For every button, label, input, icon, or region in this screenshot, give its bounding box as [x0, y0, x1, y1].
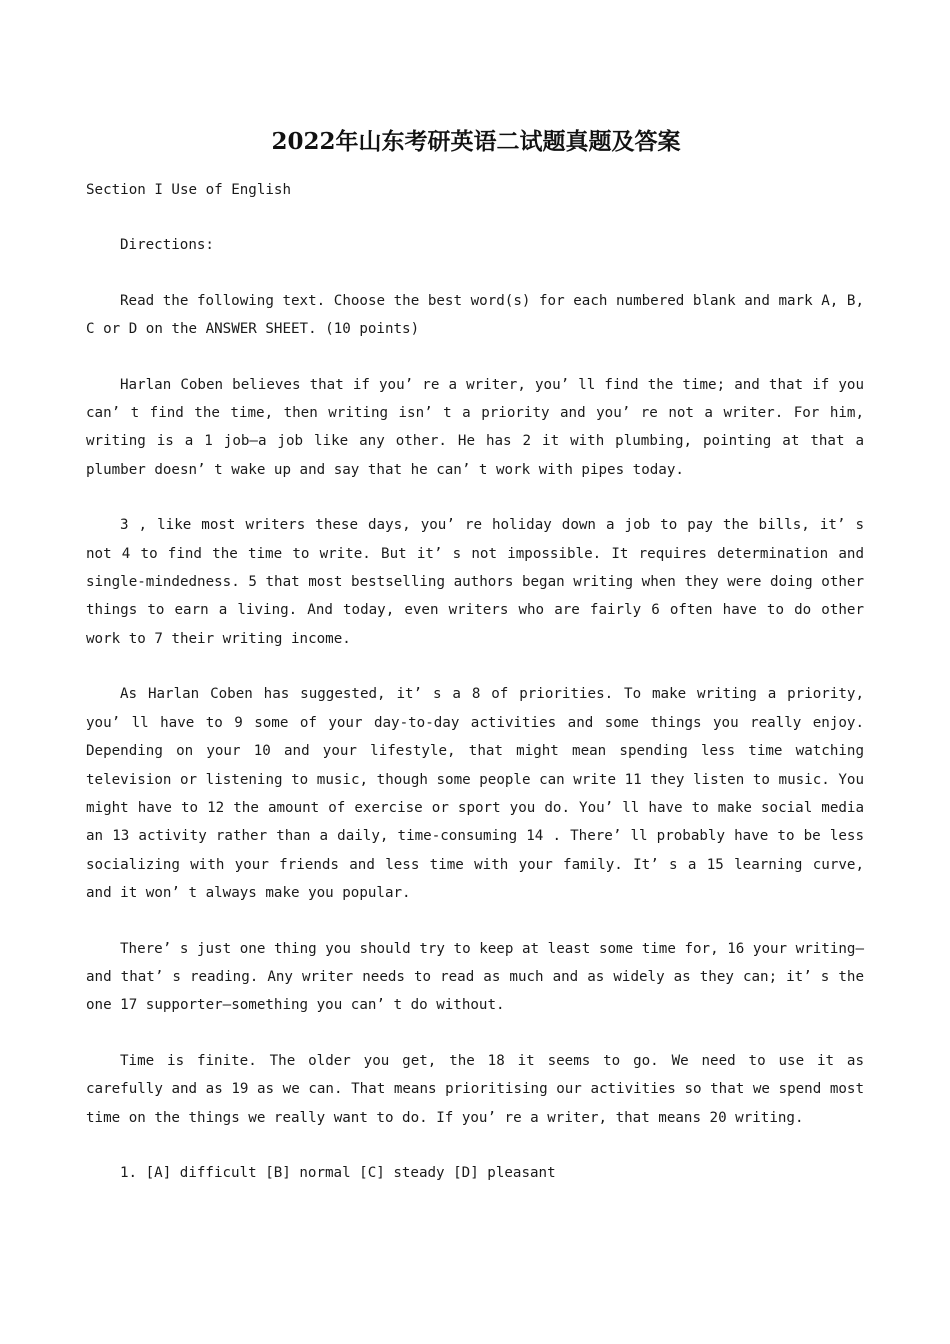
spacer	[86, 260, 864, 287]
passage-paragraph-5: Time is finite. The older you get, the 18 it seems to go. We need to use it as carefully and as 19 as we can. That means prioritising our activities so that we spend most time on the things we really want to do. If you’ re a writer, that means 20 writing.	[86, 1052, 864, 1126]
directions-text: Read the following text. Choose the best word(s) for each numbered blank and mark A, B, C or D on the ANSWER SHEET. (10 points)	[86, 292, 864, 338]
spacer	[86, 344, 864, 371]
spacer	[86, 653, 864, 680]
passage-paragraph-2: 3 , like most writers these days, you’ re holiday down a job to pay the bills, it’ s not 4 to find the time to write. But it’ s not impossible. It requires determination and single-mindedness. 5 that most bestselling authors began writing when they were doing other things to earn a living. And today, even writers who are fairly 6 often have to do other work to 7 their writing income.	[86, 517, 864, 647]
document-page	[86, 122, 864, 1187]
spacer	[86, 484, 864, 511]
section-heading: Section I Use of English	[86, 182, 291, 198]
passage-paragraph-4: There’ s just one thing you should try to keep at least some time for, 16 your writing–and that’ s reading. Any writer needs to read as much and as widely as they can; it’ s the one 17 supporter–something you can’ t do without.	[86, 940, 864, 1014]
spacer	[86, 1132, 864, 1159]
question-1: 1. [A] difficult [B] normal [C] steady [D] pleasant	[120, 1164, 556, 1181]
spacer	[86, 908, 864, 935]
spacer	[86, 1020, 864, 1047]
passage-paragraph-1: Harlan Coben believes that if you’ re a writer, you’ ll find the time; and that if you can’ t find the time, then writing isn’ t a priority and you’ re not a writer. For him, writing is a 1 job–a job like any other. He has 2 it with plumbing, pointing at that a plumber doesn’ t wake up and say that he can’ t work with pipes today.	[86, 376, 864, 478]
passage-paragraph-3: As Harlan Coben has suggested, it’ s a 8 of priorities. To make writing a priority, you’ ll have to 9 some of your day-to-day activities and some things you really enjoy. Depending on your 10 and your lifestyle, that might mean spending less time watching television or listening to music, though some people can write 11 they listen to music. You might have to 12 the amount of exercise or sport you do. You’ ll have to make social media an 13 activity rather than a daily, time-consuming 14 . There’ ll probably have to be less socializing with your friends and less time with your family. It’ s a 15 learning curve, and it won’ t always make you popular.	[86, 686, 864, 902]
document-title: 2022年山东考研英语二试题真题及答案	[271, 128, 681, 155]
directions-label: Directions:	[120, 237, 214, 254]
